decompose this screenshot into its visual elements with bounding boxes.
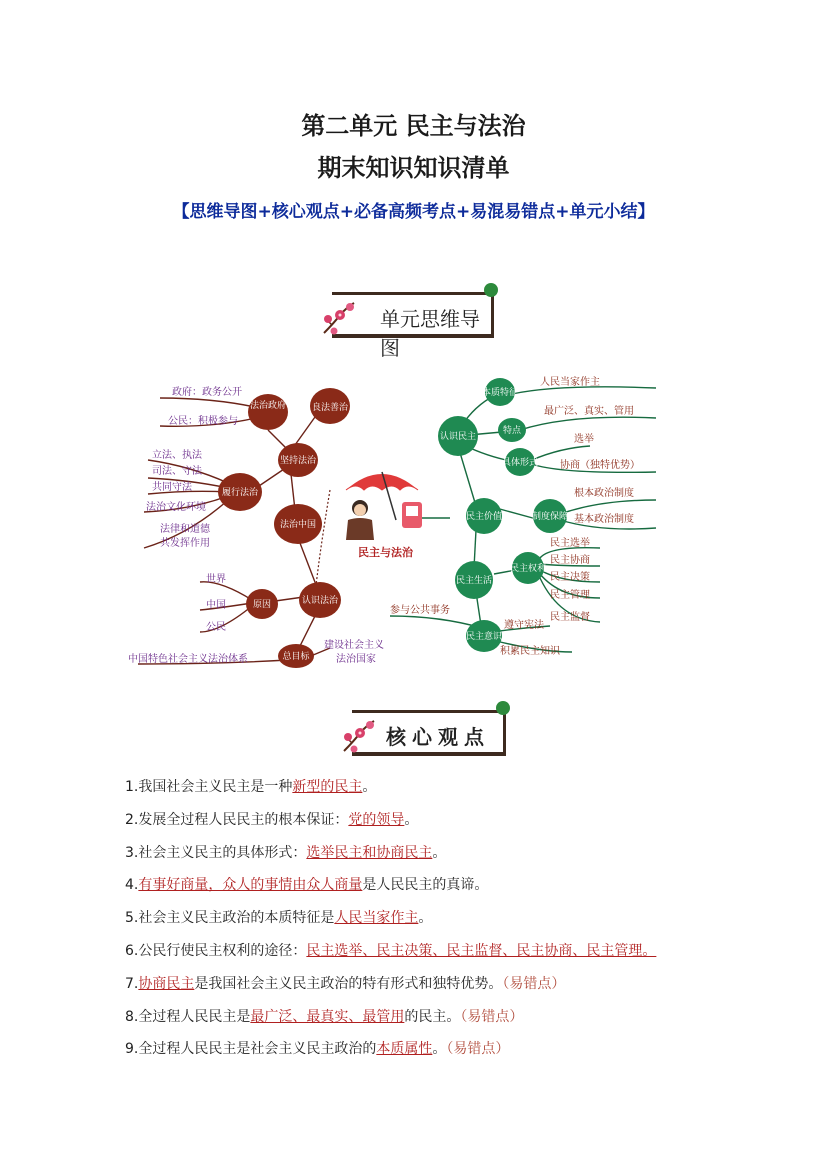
node-zongmubiao: [278, 644, 314, 668]
node-renshi-minzhu: [438, 416, 478, 456]
node-juti: [502, 448, 538, 476]
leaf-jilei: 积累民主知识: [500, 646, 560, 657]
teacher-umbrella-illustration: [346, 472, 422, 559]
leaf-shijie: 世界: [206, 574, 226, 585]
mindmap-section-banner: [332, 292, 494, 360]
node-label: 法治中国: [279, 520, 317, 530]
leaf-zhongguo: 中国: [206, 600, 226, 611]
point-text: 的民主。: [404, 1008, 461, 1025]
leaf-gm: 公民: [206, 622, 226, 633]
node-label: 民主生活: [455, 576, 493, 586]
point-error-tag: （易错点）: [460, 1008, 524, 1025]
node-minzhu-yishi: [466, 620, 503, 652]
node-zhidu: [532, 499, 568, 533]
point-text: 是我国社会主义民主政治的特有形式和独特优势。: [194, 975, 503, 992]
leaf-huanjing: 法治文化环境: [146, 502, 206, 513]
node-jianchi-fazhi: [278, 443, 318, 477]
point-text: 我国社会主义民主是一种: [138, 779, 293, 795]
core-point: [125, 776, 725, 809]
node-minzhu-shenghuo: [455, 561, 493, 599]
point-key-phrase: 本质属性: [376, 1041, 433, 1058]
node-label: 制度保障: [531, 512, 569, 522]
core-point: [125, 907, 725, 940]
leaf-guojia-2: 法治国家: [336, 654, 376, 665]
mindmap-heading: 单元思维导图: [380, 307, 480, 360]
page-tagline: 【思维导图+核心观点+必备高频考点+易混易错点+单元小结】: [172, 202, 655, 222]
point-text: 全过程人民民主是社会主义民主政治的: [138, 1041, 377, 1058]
point-number: 8.: [125, 1008, 139, 1025]
point-number: 4.: [125, 877, 139, 894]
point-text: 。: [404, 811, 419, 828]
leaf-gongtong: 共同守法: [152, 482, 192, 493]
leaf-xieshang: 协商（独特优势）: [560, 460, 640, 471]
mind-map-diagram: [120, 370, 670, 680]
node-tedian: [498, 418, 526, 442]
point-text: 全过程人民民主是: [138, 1008, 251, 1025]
plum-blossom-icon: [320, 299, 360, 339]
core-point: [125, 874, 725, 907]
point-key-phrase: 民主选举、民主决策、民主监督、民主协商、民主管理。: [306, 942, 657, 959]
point-error-tag: （易错点）: [446, 1041, 510, 1058]
leaf-daode-2: 共发挥作用: [160, 538, 210, 549]
leaf-mzjd: 民主监督: [550, 612, 590, 623]
node-label: 民主权利: [509, 564, 547, 574]
node-label: 良法善治: [311, 403, 349, 413]
node-label: 本质特征: [481, 388, 519, 398]
point-error-tag: （易错点）: [502, 975, 566, 992]
core-section-banner: [352, 710, 506, 756]
point-key-phrase: 党的领导: [348, 811, 405, 828]
core-points-list: [125, 776, 725, 1071]
core-point: [125, 842, 725, 875]
node-minzhu-jiazhi: [466, 498, 502, 534]
leaf-daode-1: 法律和道德: [160, 524, 210, 535]
node-label: 法治政府: [249, 401, 287, 411]
leaf-genben: 根本政治制度: [574, 488, 634, 499]
leaf-lifa: 立法、执法: [152, 450, 202, 461]
leaf-renmin: 人民当家作主: [540, 377, 600, 388]
leaf-mzjc: 民主决策: [550, 572, 590, 583]
node-fazhi-zhongguo: [274, 504, 322, 544]
point-text: 。: [362, 779, 377, 795]
node-liangfa-shanzhi: [310, 388, 350, 424]
node-yuanyin: [246, 589, 278, 619]
node-lvxing-fazhi: [218, 473, 262, 511]
point-key-phrase: 最广泛、最真实、最管用: [250, 1008, 405, 1025]
point-number: 2.: [125, 811, 139, 828]
point-text: 。: [418, 910, 433, 927]
node-renshi-fazhi: [299, 582, 341, 618]
point-text: 公民行使民主权利的途径：: [138, 942, 307, 959]
point-number: 5.: [125, 910, 139, 927]
point-text: 是人民民主的真谛。: [362, 877, 489, 894]
core-heading: 核心观点: [386, 725, 490, 749]
leaf-zhengwu: 政府：政务公开: [172, 387, 242, 398]
node-fazhi-zhengfu: [248, 394, 288, 430]
node-label: 民主价值: [465, 512, 503, 522]
point-key-phrase: 人民当家作主: [334, 910, 419, 927]
leaf-guojia-1: 建设社会主义: [324, 640, 384, 651]
point-text: 。: [432, 1041, 447, 1058]
point-text: 发展全过程人民民主的根本保证：: [138, 811, 349, 828]
leaf-canyu: 参与公共事务: [390, 605, 450, 616]
point-key-phrase: 选举民主和协商民主: [306, 844, 433, 861]
node-label: 特点: [502, 426, 522, 436]
point-text: 。: [432, 844, 447, 861]
node-benzhi: [482, 378, 518, 406]
leaf-mzxs: 民主协商: [550, 555, 590, 566]
point-key-phrase: 协商民主: [138, 975, 195, 992]
plum-blossom-icon: [340, 717, 380, 757]
node-label: 总目标: [282, 652, 310, 662]
point-number: 6.: [125, 942, 139, 959]
leaf-tixi: 中国特色社会主义法治体系: [128, 654, 248, 665]
leaf-gongmin: 公民：积极参与: [168, 416, 238, 427]
node-label: 认识法治: [301, 596, 339, 606]
node-label: 认识民主: [439, 432, 477, 442]
leaf-xuanju: 选举: [574, 434, 594, 445]
core-point: [125, 1038, 725, 1071]
leaf-jiben: 基本政治制度: [574, 514, 634, 525]
leaf-zuiguang: 最广泛、真实、管用: [544, 406, 634, 417]
node-label: 履行法治: [221, 488, 259, 498]
green-dot-icon: [484, 283, 498, 297]
node-label: 坚持法治: [279, 456, 317, 466]
point-text: 社会主义民主政治的本质特征是: [138, 910, 335, 927]
mindmap-center-label: 民主与法治: [358, 546, 413, 559]
point-text: 社会主义民主的具体形式：: [138, 844, 307, 861]
page-subtitle: 期末知识知识清单: [317, 154, 510, 182]
point-number: 3.: [125, 844, 139, 861]
page-title: 第二单元 民主与法治: [301, 112, 526, 140]
core-point: [125, 973, 725, 1006]
node-label: 民主意识: [465, 632, 503, 642]
leaf-zunshou: 遵守宪法: [504, 620, 544, 631]
point-key-phrase: 新型的民主: [292, 779, 363, 795]
node-label: 具体形式: [501, 458, 539, 468]
node-label: 原因: [252, 600, 272, 610]
core-point: [125, 809, 725, 842]
core-point: [125, 940, 725, 973]
point-number: 9.: [125, 1041, 139, 1058]
green-dot-icon: [496, 701, 510, 715]
leaf-mzgl: 民主管理: [550, 590, 590, 601]
point-number: 7.: [125, 975, 139, 992]
leaf-sifa: 司法、守法: [152, 466, 202, 477]
core-point: [125, 1006, 725, 1039]
leaf-mzxj: 民主选举: [550, 538, 590, 549]
point-number: 1.: [125, 779, 139, 795]
point-key-phrase: 有事好商量，众人的事情由众人商量: [138, 877, 363, 894]
